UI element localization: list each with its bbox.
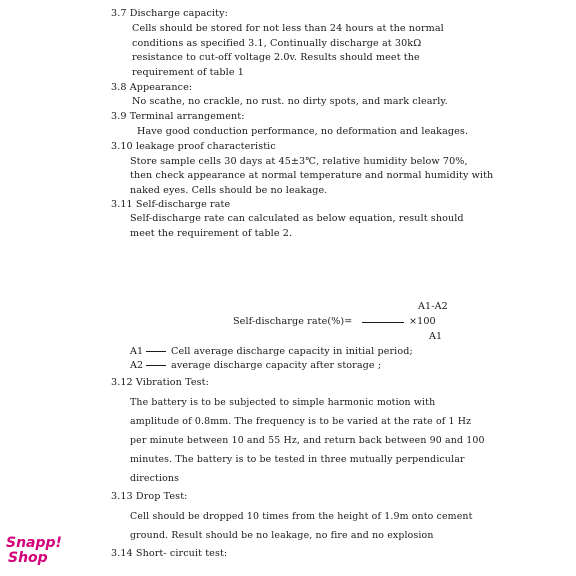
section-heading-3-8: 3.8 Appearance: [111,82,193,93]
section-heading-3-7: 3.7 Discharge capacity: [111,8,228,19]
formula-lhs: Self-discharge rate(%)= [233,316,353,327]
body-text: conditions as specified 3.1, Continually discharge at 30kΩ [132,38,422,49]
section-heading-3-14: 3.14 Short- circuit test: [111,548,228,559]
body-text: directions [130,473,180,484]
body-text: amplitude of 0.8mm. The frequency is to be varied at the rate of 1 Hz [130,416,472,427]
body-text: per minute between 10 and 55 Hz, and return back between 90 and 100 [130,435,485,446]
body-text: requirement of table 1 [132,67,244,78]
body-text: Self-discharge rate can calculated as below equation, result should [130,213,464,224]
body-text: Cell should be dropped 10 times from the height of 1.9m onto cement [130,511,473,522]
formula-numerator: A1-A2 [418,301,448,312]
body-text: naked eyes. Cells should be no leakage. [130,185,328,196]
formula-denominator: A1 [429,331,443,342]
definition-text: average discharge capacity after storage ; [171,360,382,371]
body-text: ground. Result should be no leakage, no fire and no explosion [130,530,434,541]
body-text: Have good conduction performance, no deformation and leakages. [137,126,469,137]
definition-dash [146,365,166,366]
body-text: then check appearance at normal temperature and normal humidity with [130,170,494,181]
section-heading-3-13: 3.13 Drop Test: [111,491,188,502]
section-heading-3-12: 3.12 Vibration Test: [111,377,209,388]
definition-term: A2 [130,360,144,371]
section-heading-3-10: 3.10 leakage proof characteristic [111,141,276,152]
body-text: No scathe, no crackle, no rust. no dirty spots, and mark clearly. [132,96,448,107]
logo-line-2: Shop [8,550,48,566]
body-text: Store sample cells 30 days at 45±3℃, relative humidity below 70%, [130,156,468,167]
body-text: resistance to cut-off voltage 2.0v. Results should meet the [132,52,420,63]
section-heading-3-11: 3.11 Self-discharge rate [111,199,231,210]
formula-multiplier: ×100 [409,316,436,327]
formula-fraction-bar [362,322,404,323]
definition-text: Cell average discharge capacity in initial period; [171,346,413,357]
logo-line-1: Snapp! [6,535,62,551]
section-heading-3-9: 3.9 Terminal arrangement: [111,111,245,122]
body-text: minutes. The battery is to be tested in three mutually perpendicular [130,454,465,465]
definition-term: A1 [130,346,144,357]
body-text: meet the requirement of table 2. [130,228,293,239]
body-text: The battery is to be subjected to simple harmonic motion with [130,397,436,408]
snapp-shop-logo [6,536,70,572]
definition-dash [146,351,166,352]
body-text: Cells should be stored for not less than 24 hours at the normal [132,23,444,34]
